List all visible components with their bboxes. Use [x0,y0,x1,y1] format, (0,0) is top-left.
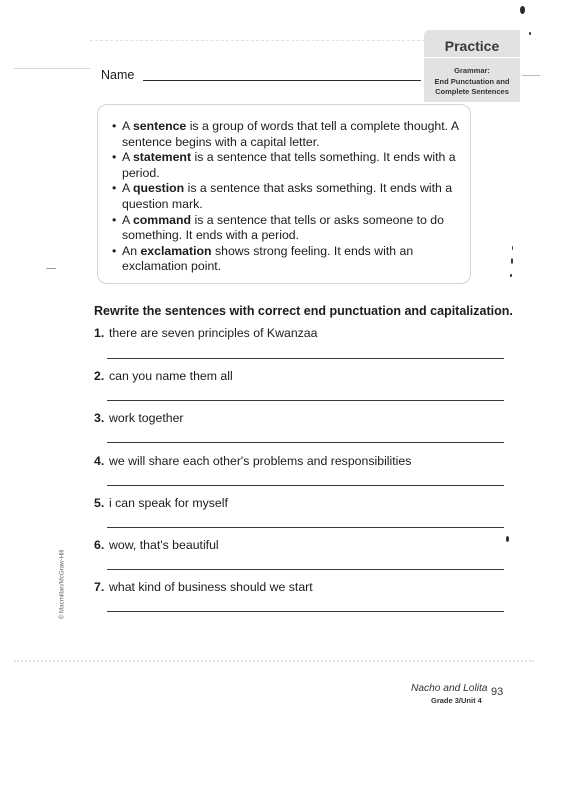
name-field[interactable] [143,80,421,81]
definition-text: is a group of words that tell a complete thought. A sentence begins with a capital letter. [122,119,459,149]
definition-item [112,119,468,150]
right-divider [522,75,540,76]
definition-text: is a sentence that asks something. It ends with a question mark. [122,181,453,211]
question-text: what kind of business should we start [109,580,313,594]
bullet-icon: • [112,150,117,165]
question-text: i can speak for myself [109,496,228,510]
definition-term: statement [132,150,192,165]
scan-speck [46,268,56,269]
question-number: 5. [94,496,105,510]
subtitle-line: Complete Sentences [435,87,509,96]
question-7 [94,580,313,594]
left-divider [14,68,90,69]
name-label: Name [101,68,135,82]
answer-line-2[interactable] [107,400,504,401]
question-number: 7. [94,580,105,594]
question-4 [94,454,411,468]
question-2 [94,369,233,383]
scan-speck [512,246,513,250]
definition-prefix: A [122,212,133,227]
question-5 [94,496,228,510]
definition-item [112,244,468,275]
question-text: we will share each other's problems and responsibilities [109,454,412,468]
definition-prefix: A [122,181,133,196]
footer-grade-unit: Grade 3/Unit 4 [431,696,482,705]
question-text: wow, that's beautiful [109,538,219,552]
bullet-icon: • [112,181,117,196]
question-number: 1. [94,326,105,340]
top-divider [90,40,425,41]
practice-header [424,30,520,102]
question-text: there are seven principles of Kwanzaa [109,326,318,340]
scan-speck [529,32,531,35]
scan-speck [506,536,509,542]
definition-term: question [132,181,185,196]
footer-story-title: Nacho and Lolita [411,683,488,694]
practice-title: Practice [444,38,500,54]
definition-term: sentence [132,119,187,133]
bullet-icon: • [112,119,117,133]
question-number: 3. [94,411,105,425]
subtitle-line: Grammar: [454,66,490,75]
definition-text: is a sentence that tells or asks someone to do something. It ends with a period. [122,212,444,243]
answer-line-7[interactable] [107,611,504,612]
instructions: Rewrite the sentences with correct end punctuation and capitalization. [94,304,513,318]
question-1 [94,326,317,340]
practice-divider [424,57,520,58]
page-number: 93 [491,686,504,698]
scan-speck [510,274,512,277]
definition-item [112,181,468,212]
bullet-icon: • [112,212,117,227]
practice-subtitle [424,66,520,98]
definition-prefix: An [122,243,141,258]
answer-line-3[interactable] [107,442,504,443]
definition-prefix: A [122,150,133,165]
bullet-icon: • [112,243,117,258]
definition-prefix: A [122,119,133,133]
answer-line-1[interactable] [107,358,504,359]
definition-text: shows strong feeling. It ends with an exclamation point. [122,243,414,274]
definition-text: is a sentence that tells something. It ends with a period. [122,150,456,180]
copyright-notice [56,536,66,636]
question-number: 6. [94,538,105,552]
question-text: work together [109,411,184,425]
definition-item [112,213,468,244]
definitions-list [112,119,468,275]
scan-speck [520,6,525,14]
definition-term: command [132,212,192,227]
question-text: can you name them all [109,369,233,383]
definition-item [112,150,468,181]
bottom-divider [14,660,534,662]
scan-speck [511,258,513,264]
question-number: 4. [94,454,105,468]
answer-line-5[interactable] [107,527,504,528]
copyright-text: © Macmillan/McGraw-Hill [58,549,66,620]
question-number: 2. [94,369,105,383]
question-3 [94,411,184,425]
question-6 [94,538,219,552]
definition-term: exclamation [140,243,212,258]
subtitle-line: End Punctuation and [434,76,510,86]
answer-line-6[interactable] [107,569,504,570]
answer-line-4[interactable] [107,485,504,486]
